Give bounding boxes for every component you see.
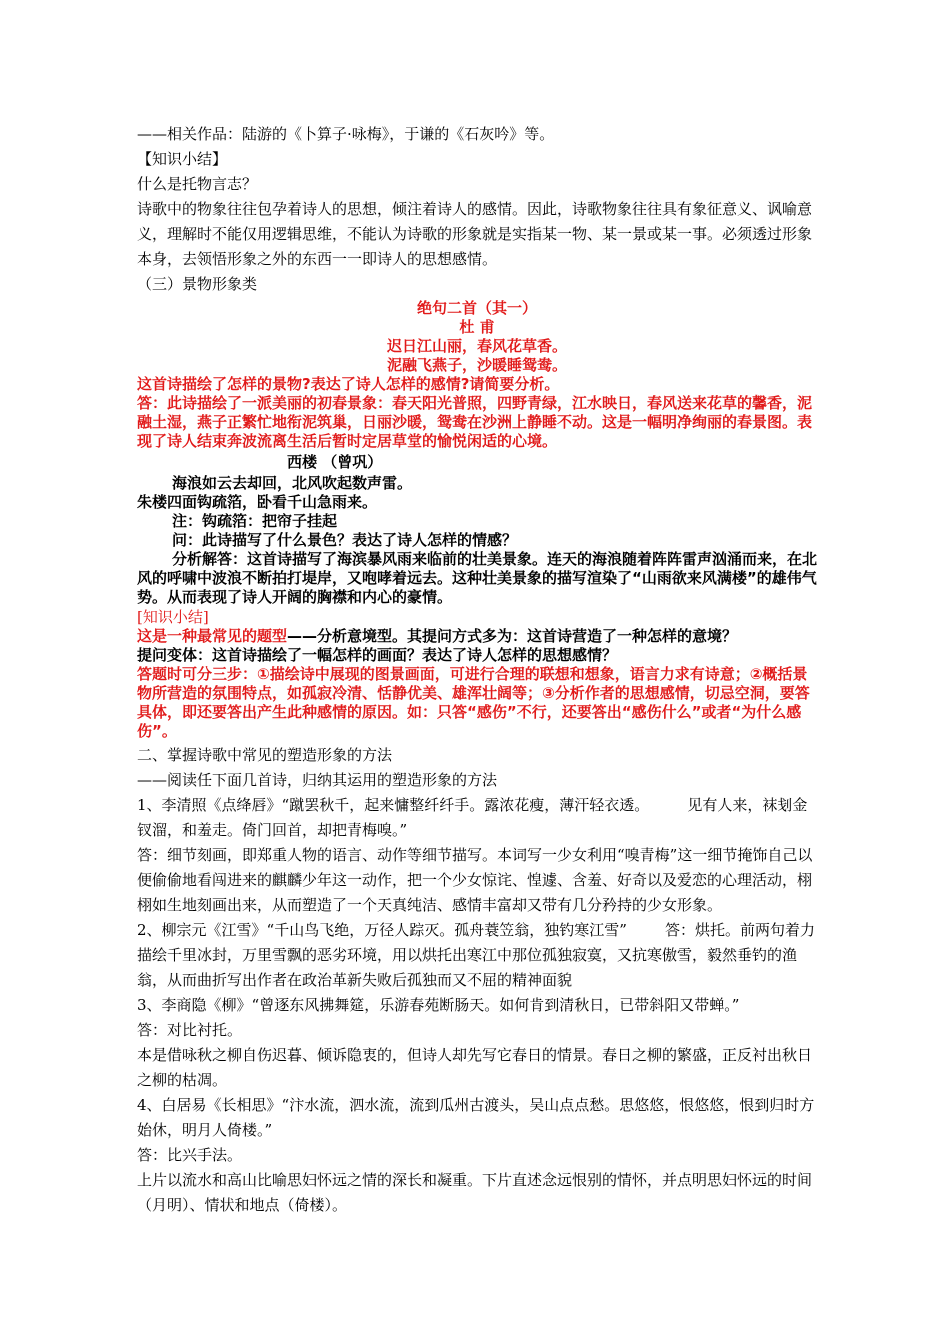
item1-answer: 答：细节刻画，即郑重人物的语言、动作等细节描写。本词写一少女利用“嗅青梅”这一细节掩饰自己以便偷偷地看闯进来的麒麟少年这一动作，把一个少女惊诧、惶遽、含羞、好奇以及爱恋的心理活动，栩栩如生地刻画出来，从而塑造了一个天真纯洁、感情丰富却又带有几分矜持的少女形象。 [137,846,813,914]
summary2-highlight: 这是一种最常见的题型 [137,627,288,645]
poem1-title: 绝句二首（其一） [416,299,537,317]
poem2-title: 西楼 （曾巩） [287,453,383,471]
poem1-line: 迟日江山丽，春风花草香。 [386,337,567,355]
related-works: ——相关作品：陆游的《卜算子·咏梅》，于谦的《石灰吟》等。 [137,125,555,143]
poem2-question: 问：此诗描写了什么景色？表达了诗人怎样的情感？ [172,531,518,549]
poem1-author: 杜 甫 [459,318,495,336]
poem2-line: 海浪如云去却回，北风吹起数声雷。 [172,474,413,492]
item4-answer: 答：比兴手法。 [137,1146,243,1164]
item3-explain: 本是借咏秋之柳自伤迟暮、倾诉隐衷的，但诗人却先写它春日的情景。春日之柳的繁盛，正反衬出秋日之柳的枯凋。 [137,1046,813,1089]
part2-intro: ——阅读任下面几首诗，归纳其运用的塑造形象的方法 [137,771,498,789]
poem1-line: 泥融飞燕子，沙暖睡鸳鸯。 [386,356,567,374]
summary2-line2: 提问变体：这首诗描绘了一幅怎样的画面？表达了诗人怎样的思想感情？ [137,646,618,664]
document-page [137,122,817,1218]
summary-answer: 诗歌中的物象往往包孕着诗人的思想，倾注着诗人的感情。因此，诗歌物象往往具有象征意义、讽喻意义，理解时不能仅用逻辑思维，不能认为诗歌的形象就是实指某一物、某一景或某一事。必须透过形象本身，去领悟形象之外的东西一一即诗人的思想感情。 [137,200,813,268]
summary2-line1 [137,627,817,646]
poem1-answer: 答：此诗描绘了一派美丽的初春景象：春天阳光普照，四野青绿，江水映日，春风送来花草的馨香，泥融土湿，燕子正繁忙地衔泥筑巢，日丽沙暖，鸳鸯在沙洲上静睡不动。这是一幅明净绚丽的春景图。表现了诗人结束奔波流离生活后暂时定居草堂的愉悦闲适的心境。 [137,394,813,450]
poem1-question: 这首诗描绘了怎样的景物?表达了诗人怎样的感情?请简要分析。 [137,375,560,393]
summary2-steps: 答题时可分三步：①描绘诗中展现的图景画面，可进行合理的联想和想象，语言力求有诗意；②概括景物所营造的氛围特点，如孤寂冷清、恬静优美、雄浑壮阔等；③分析作者的思想感情，切忌空洞，要答具体，即还要答出产生此种感情的原因。如：只答“感伤”不行，还要答出“感伤什么”或者“为什么感伤”。 [137,665,810,740]
poem2-note: 注：钩疏箔：把帘子挂起 [172,512,338,530]
item2: 2、柳宗元《江雪》“千山鸟飞绝，万径人踪灭。孤舟蓑笠翁，独钓寒江雪” 答：烘托。前两句着力描绘千里冰封，万里雪飘的恶劣环境，用以烘托出寒江中那位孤独寂寞，又抗寒傲雪，毅然垂钓的渔翁，从而曲折写出作者在政治革新失败后孤独而又不屈的精神面貌 [137,921,816,989]
item3-answer: 答：对比衬托。 [137,1021,243,1039]
item4-poem: 4、白居易《长相思》“汴水流，泗水流，流到瓜州古渡头，吴山点点愁。思悠悠，恨悠悠，恨到归时方始休，明月人倚楼。” [137,1096,815,1139]
section-title: （三）景物形象类 [137,275,258,293]
summary-question: 什么是托物言志？ [137,175,258,193]
item3-poem: 3、李商隐《柳》“曾逐东风拂舞筵，乐游春苑断肠天。如何肯到清秋日，已带斜阳又带蝉。” [137,996,740,1014]
poem2-answer: 分析解答：这首诗描写了海滨暴风雨来临前的壮美景象。连天的海浪随着阵阵雷声汹涌而来，在北风的呼啸中波浪不断拍打堤岸，又咆哮着远去。这种壮美景象的描写渲染了“山雨欲来风满楼”的雄伟气势。从而表现了诗人开阔的胸襟和内心的豪情。 [137,550,818,606]
knowledge-summary2-title: [知识小结] [137,608,209,626]
part2-title: 二、掌握诗歌中常见的塑造形象的方法 [137,746,393,764]
item1-poem: 1、李清照《点绛唇》“蹴罢秋千，起来慵整纤纤手。露浓花瘦，薄汗轻衣透。 见有人来，袜刬金钗溜，和羞走。倚门回首，却把青梅嗅。” [137,796,808,839]
summary2-text: ——分析意境型。其提问方式多为：这首诗营造了一种怎样的意境？ [287,627,738,645]
item4-explain: 上片以流水和高山比喻思妇怀远之情的深长和凝重。下片直述念远恨别的情怀，并点明思妇怀远的时间（月明）、情状和地点（倚楼）。 [137,1171,813,1214]
knowledge-summary-title: 【知识小结】 [137,150,228,168]
poem2-line: 朱楼四面钩疏箔，卧看千山急雨来。 [137,493,378,511]
